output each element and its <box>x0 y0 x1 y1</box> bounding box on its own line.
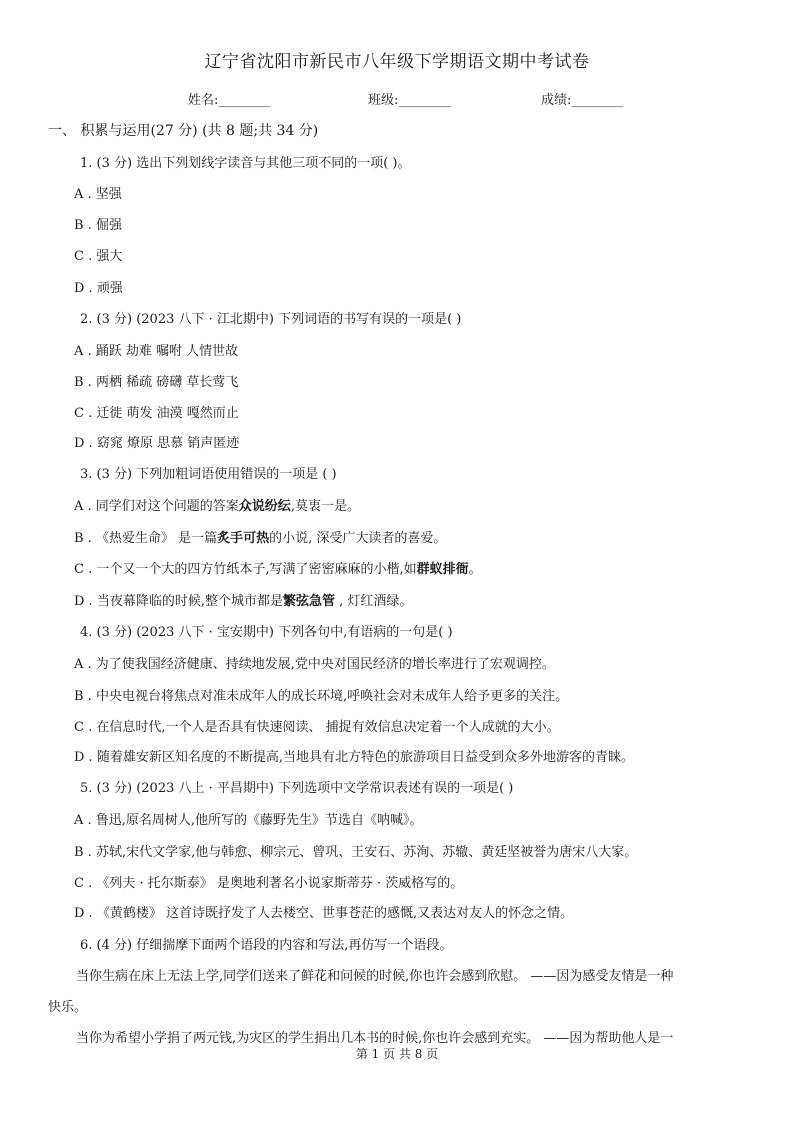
question-5-option-d: D . 《黄鹤楼》 这首诗既抒发了人去楼空、世事苍茫的感慨,又表达对友人的怀念之情。 <box>74 906 574 921</box>
question-5-option-a: A . 鲁迅,原名周树人,他所写的《藤野先生》节选自《呐喊》。 <box>74 813 423 828</box>
passage-line-2: 快乐。 <box>48 1000 88 1015</box>
question-2-option-d: D . 窈窕 燎原 思慕 销声匿迹 <box>74 436 240 451</box>
class-field: 班级:________ <box>368 93 451 108</box>
bold-term: 众说纷纭 <box>238 499 291 514</box>
question-2-option-b: B . 两栖 稀疏 磅礴 草长莺飞 <box>74 375 239 390</box>
bold-term: 繁弦急管 <box>282 594 335 609</box>
question-3-option-b: B . 《热爱生命》 是一篇炙手可热的小说, 深受广大读者的喜爱。 <box>74 531 447 546</box>
question-6-stem: 6. (4 分) 仔细揣摩下面两个语段的内容和写法,再仿写一个语段。 <box>80 938 453 953</box>
question-2-option-c: C . 迁徙 萌发 油漠 嘎然而止 <box>74 406 239 421</box>
score-field: 成绩:________ <box>541 93 624 108</box>
question-4-option-b: B . 中央电视台将焦点对准未成年人的成长环境,呼唤社会对未成年人给予更多的关注。 <box>74 689 569 704</box>
question-1-option-b: B . 倔强 <box>74 218 122 233</box>
question-1-stem: 1. (3 分) 选出下列划线字读音与其他三项不同的一项( )。 <box>80 156 411 171</box>
question-2-option-a: A . 踊跃 劫难 嘱咐 人情世故 <box>74 344 239 359</box>
question-3-option-a: A . 同学们对这个问题的答案众说纷纭,莫衷一是。 <box>74 499 360 514</box>
section-heading: 一、 积累与运用(27 分) (共 8 题;共 34 分) <box>48 123 319 139</box>
page-title: 辽宁省沈阳市新民市八年级下学期语文期中考试卷 <box>204 52 590 72</box>
bold-term: 群蚁排衙 <box>416 562 469 577</box>
question-4-option-a: A . 为了使我国经济健康、持续地发展,党中央对国民经济的增长率进行了宏观调控。 <box>74 657 555 672</box>
name-field: 姓名:________ <box>188 93 271 108</box>
passage-line-3: 当你为希望小学捐了两元钱,为灾区的学生捐出几本书的时候,你也许会感到充实。 ——因为帮助他人是一 <box>76 1031 674 1046</box>
question-5-stem: 5. (3 分) (2023 八上 · 平昌期中) 下列选项中文学常识表述有误的一项是( ) <box>80 781 514 796</box>
question-5-option-c: C . 《列夫 · 托尔斯泰》 是奥地利著名小说家斯蒂芬 · 茨威格写的。 <box>74 876 464 891</box>
question-1-option-d: D . 顽强 <box>74 281 123 296</box>
question-4-stem: 4. (3 分) (2023 八下 · 宝安期中) 下列各句中,有语病的一句是( ) <box>80 625 453 640</box>
question-2-stem: 2. (3 分) (2023 八下 · 江北期中) 下列词语的书写有误的一项是( ) <box>80 312 462 327</box>
question-3-stem: 3. (3 分) 下列加粗词语使用错误的一项是 ( ) <box>80 467 337 482</box>
question-4-option-d: D . 随着雄安新区知名度的不断提高,当地具有北方特色的旅游项目日益受到众多外地游客的青睐。 <box>74 750 634 765</box>
page-footer: 第 1 页 共 8 页 <box>355 1047 439 1061</box>
bold-term: 炙手可热 <box>217 531 270 546</box>
question-3-option-c: C . 一个又一个大的四方竹纸本子,写满了密密麻麻的小楷,如群蚁排衙。 <box>74 562 482 577</box>
question-4-option-c: C . 在信息时代,一个人是否具有快速阅读、 捕捉有效信息决定着一个人成就的大小。 <box>74 720 560 735</box>
question-1-option-c: C . 强大 <box>74 249 123 264</box>
question-5-option-b: B . 苏轼,宋代文学家,他与韩愈、柳宗元、曾巩、王安石、苏洵、苏辙、黄廷坚被誉为唐宋八大家。 <box>74 845 638 860</box>
question-3-option-d: D . 当夜幕降临的时候,整个城市都是繁弦急管 , 灯红酒绿。 <box>74 594 413 609</box>
passage-line-1: 当你生病在床上无法上学,同学们送来了鲜花和问候的时候,你也许会感到欣慰。 ——因为感受友情是一种 <box>76 969 674 984</box>
question-1-option-a: A . 坚强 <box>74 187 122 202</box>
